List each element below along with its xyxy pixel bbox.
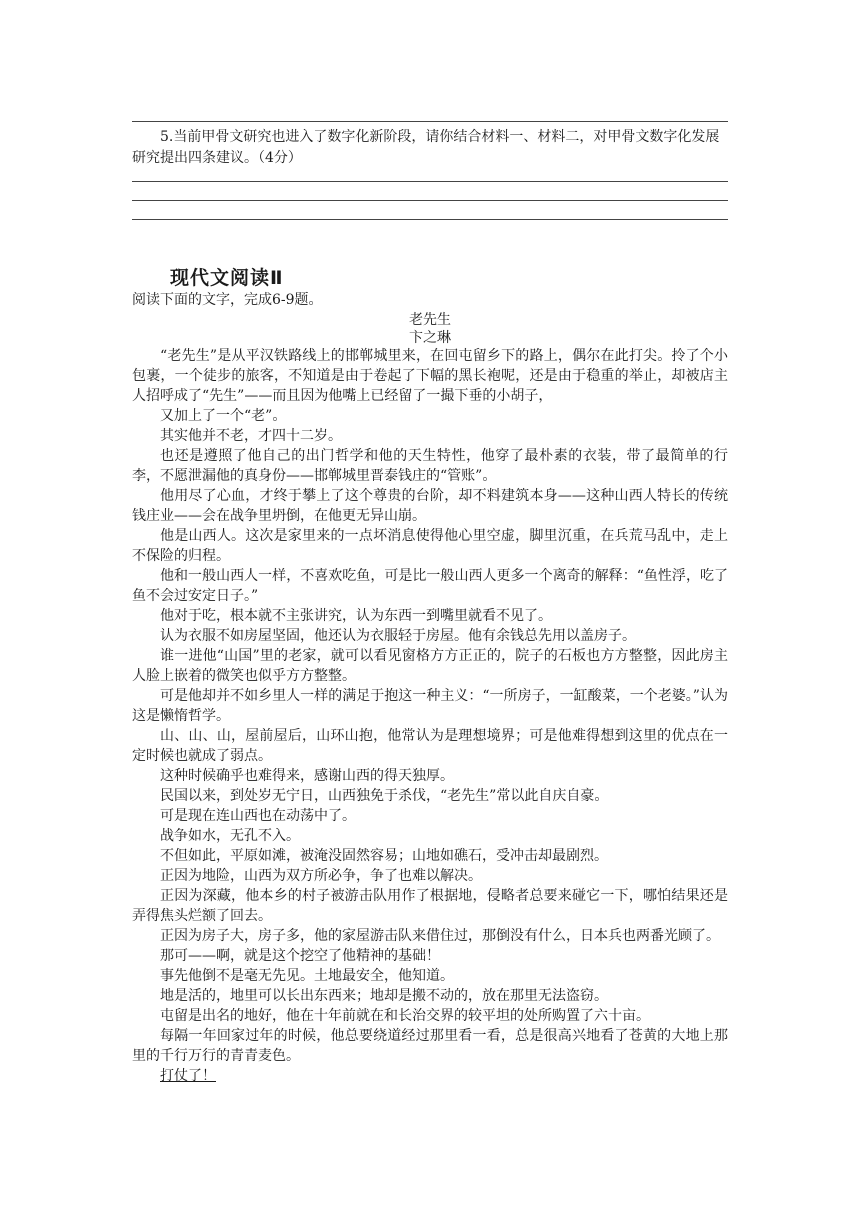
- paragraph: 正因为房子大，房子多，他的家屋游击队来借住过，那倒没有什么，日本兵也两番光顾了。: [160, 928, 720, 944]
- paragraph: 可是现在连山西也在动荡中了。: [160, 808, 356, 824]
- paragraph: 民国以来，到处岁无宁日，山西独免于杀伐，“老先生”常以此自庆自豪。: [160, 788, 609, 804]
- paragraph: 事先他倒不是毫无先见。土地最安全，他知道。: [160, 968, 454, 984]
- paragraph: 那可——啊，就是这个挖空了他精神的基础！: [160, 948, 440, 964]
- paragraph: 他和一般山西人一样，不喜欢吃鱼，可是比一般山西人更多一个离奇的解释：“鱼性浮，吃了鱼不会过安定日子。”: [132, 568, 728, 604]
- paragraph: 每隔一年回家过年的时候，他总要绕道经过那里看一看，总是很高兴地看了苍黄的大地上那里的千行万行的青青麦色。: [132, 1028, 728, 1064]
- paragraph: “老先生”是从平汉铁路线上的邯郸城里来，在回屯留乡下的路上，偶尔在此打尖。拎了个小包裹，一个徒步的旅客，不知道是由于卷起了下幅的黑长袍呢，还是由于稳重的举止，却被店主人招呼成了“先生”——而且因为他嘴上已经留了一撮下垂的小胡子，: [132, 348, 728, 404]
- paragraph: 屯留是出名的地好，他在十年前就在和长治交界的较平坦的处所购置了六十亩。: [160, 1008, 650, 1024]
- paragraph: 他是山西人。这次是家里来的一点坏消息使得他心里空虚，脚里沉重，在兵荒马乱中，走上不保险的归程。: [132, 528, 728, 564]
- paragraph: 其实他并不老，才四十二岁。: [160, 428, 342, 444]
- paragraph-underlined: [132, 1066, 728, 1086]
- paragraph: 也还是遵照了他自己的出门哲学和他的天生特性，他穿了最朴素的衣装，带了最简单的行李，不愿泄漏他的真身份——邯郸城里晋泰钱庄的“管账”。: [132, 448, 728, 484]
- paragraph: 正因为地险，山西为双方所必争，争了也难以解决。: [160, 868, 482, 884]
- paragraph: 不但如此，平原如滩，被淹没固然容易；山地如礁石，受冲击却最剧烈。: [160, 848, 608, 864]
- paragraph: 他对于吃，根本就不主张讲究，认为东西一到嘴里就看不见了。: [160, 608, 552, 624]
- answer-line-2: [132, 200, 728, 201]
- question-5: 5.当前甲骨文研究也进入了数字化新阶段，请你结合材料一、材料二，对甲骨文数字化发展研究提出四条建议。（4分）: [132, 129, 720, 166]
- top-divider: [132, 121, 728, 122]
- paragraph: 山、山、山，屋前屋后，山环山抱，他常认为是理想境界；可是他难得想到这里的优点在一定时候也就成了弱点。: [132, 728, 728, 764]
- section-title: 现代文阅读Ⅱ: [170, 267, 284, 289]
- section-instruction: 阅读下面的文字，完成6-9题。: [132, 292, 323, 308]
- paragraph: 地是活的，地里可以长出东西来；地却是搬不动的，放在那里无法盗窃。: [160, 988, 608, 1004]
- passage-title: 老先生: [409, 312, 451, 328]
- paragraph: 谁一进他“山国”里的老家，就可以看见窗格方方正正的，院子的石板也方方整整，因此房主人脸上嵌着的微笑也似乎方方整整。: [132, 648, 728, 684]
- paragraph: 正因为深藏，他本乡的村子被游击队用作了根据地，侵略者总要来碰它一下，哪怕结果还是弄得焦头烂额了回去。: [132, 888, 728, 924]
- passage-body: [132, 346, 728, 1086]
- paragraph: 战争如水，无孔不入。: [160, 828, 300, 844]
- underlined-text: 打仗了！: [160, 1068, 216, 1084]
- answer-line-3: [132, 219, 728, 220]
- paragraph: 这种时候确乎也难得来，感谢山西的得天独厚。: [160, 768, 454, 784]
- paragraph: 又加上了一个“老”。: [160, 408, 287, 424]
- passage-author: 卞之琳: [409, 330, 451, 346]
- paragraph: 他用尽了心血，才终于攀上了这个尊贵的台阶，却不料建筑本身——这种山西人特长的传统钱庄业——会在战争里坍倒，在他更无异山崩。: [132, 488, 728, 524]
- paragraph: 可是他却并不如乡里人一样的满足于抱这一种主义：“一所房子，一缸酸菜，一个老婆。”认为这是懒惰哲学。: [132, 688, 728, 724]
- answer-line-1: [132, 181, 728, 182]
- paragraph: 认为衣服不如房屋坚固，他还认为衣服轻于房屋。他有余钱总先用以盖房子。: [160, 628, 636, 644]
